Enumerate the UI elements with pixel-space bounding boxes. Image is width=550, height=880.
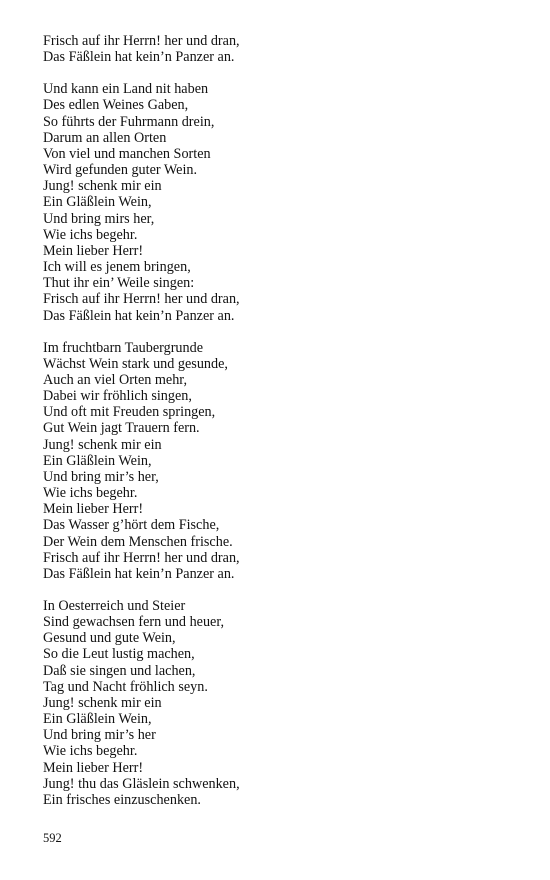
verse-line: Wächst Wein stark und gesunde, bbox=[43, 355, 228, 372]
verse-line: Dabei wir fröhlich singen, bbox=[43, 388, 192, 405]
stanza-2 bbox=[43, 81, 523, 323]
verse-line: Und bring mirs her, bbox=[43, 210, 155, 227]
verse-line: Darum an allen Orten bbox=[43, 129, 167, 146]
verse-line: Und bring mir’s her bbox=[43, 727, 156, 744]
verse-line: Das Fäßlein hat kein’n Panzer an. bbox=[43, 49, 235, 66]
verse-line: Jung! schenk mir ein bbox=[43, 436, 162, 453]
verse-line: Daß sie singen und lachen, bbox=[43, 662, 196, 679]
verse-line: So die Leut lustig machen, bbox=[43, 646, 195, 663]
verse-line: Frisch auf ihr Herrn! her und dran, bbox=[43, 549, 240, 566]
stanza-1 bbox=[43, 33, 523, 65]
verse-line: Der Wein dem Menschen frische. bbox=[43, 533, 233, 550]
verse-line: Des edlen Weines Gaben, bbox=[43, 97, 189, 114]
verse-line: Mein lieber Herr! bbox=[43, 759, 144, 776]
verse-line: Frisch auf ihr Herrn! her und dran, bbox=[43, 33, 240, 49]
verse-line: Und bring mir’s her, bbox=[43, 468, 159, 485]
verse-line: Und oft mit Freuden springen, bbox=[43, 404, 216, 421]
verse-line: Wie ichs begehr. bbox=[43, 226, 138, 243]
verse-line: Das Wasser g’hört dem Fische, bbox=[43, 517, 220, 534]
verse-line: Auch an viel Orten mehr, bbox=[43, 371, 188, 388]
verse-line: Das Fäßlein hat kein’n Panzer an. bbox=[43, 565, 235, 582]
verse-line: Thut ihr ein’ Weile singen: bbox=[43, 275, 195, 292]
verse-line: Jung! schenk mir ein bbox=[43, 178, 162, 195]
verse-line: Im fruchtbarn Taubergrunde bbox=[43, 339, 204, 356]
verse-line: Wie ichs begehr. bbox=[43, 743, 138, 760]
verse-line: Von viel und manchen Sorten bbox=[43, 145, 211, 162]
verse-line: In Oesterreich und Steier bbox=[43, 598, 186, 614]
verse-line: Frisch auf ihr Herrn! her und dran, bbox=[43, 291, 240, 308]
verse-line: Mein lieber Herr! bbox=[43, 501, 144, 518]
verse-line: Und kann ein Land nit haben bbox=[43, 81, 209, 98]
page-number: 592 bbox=[43, 831, 62, 845]
verse-line: Wird gefunden guter Wein. bbox=[43, 162, 198, 179]
verse-line: Ich will es jenem bringen, bbox=[43, 259, 191, 276]
verse-line: Gut Wein jagt Trauern fern. bbox=[43, 420, 200, 437]
verse-line: Sind gewachsen fern und heuer, bbox=[43, 614, 225, 631]
stanza-4 bbox=[43, 598, 523, 808]
verse-line: Gesund und gute Wein, bbox=[43, 630, 176, 647]
verse-line: Mein lieber Herr! bbox=[43, 242, 144, 259]
verse-line: Ein Gläßlein Wein, bbox=[43, 711, 152, 728]
verse-line: Ein Gläßlein Wein, bbox=[43, 452, 152, 469]
stanza-3 bbox=[43, 340, 523, 582]
poem-page bbox=[43, 33, 523, 824]
verse-line: Wie ichs begehr. bbox=[43, 485, 138, 502]
verse-line: Tag und Nacht fröhlich seyn. bbox=[43, 678, 208, 695]
verse-line: Ein frisches einzuschenken. bbox=[43, 791, 201, 808]
verse-line: So führts der Fuhrmann drein, bbox=[43, 113, 215, 130]
verse-line: Das Fäßlein hat kein’n Panzer an. bbox=[43, 307, 235, 324]
verse-line: Jung! thu das Gläslein schwenken, bbox=[43, 775, 240, 792]
verse-line: Jung! schenk mir ein bbox=[43, 694, 162, 711]
verse-line: Ein Gläßlein Wein, bbox=[43, 194, 152, 211]
